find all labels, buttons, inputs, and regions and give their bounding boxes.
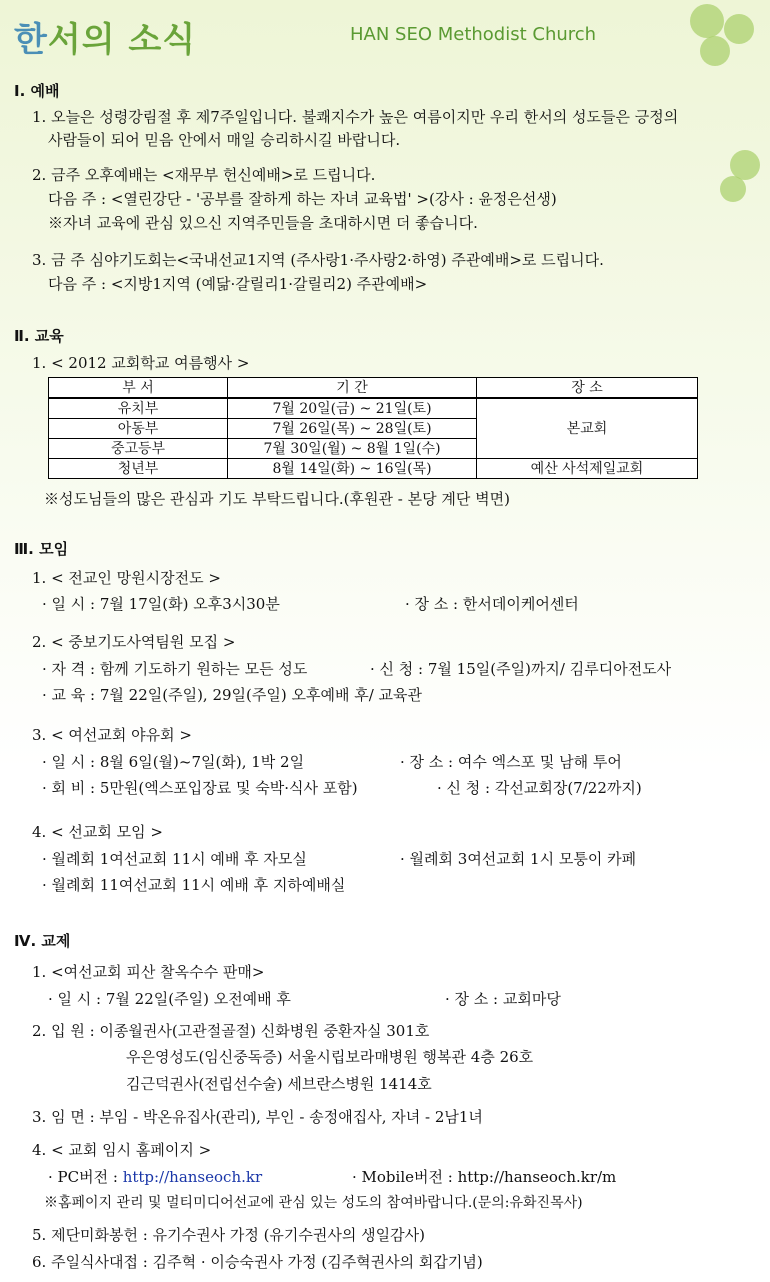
worship-line-1b: 사람들이 되어 믿음 안에서 매일 승리하시길 바랍니다.	[48, 131, 401, 149]
meeting-2-qualification: · 자 격 : 함께 기도하기 원하는 모든 성도	[42, 660, 308, 678]
section-title-education: Ⅱ. 교육	[14, 327, 64, 345]
homepage-note: ※홈페이지 관리 및 멀티미디어선교에 관심 있는 성도의 참여바랍니다.(문의:유화진목사)	[44, 1195, 583, 1211]
homepage-mobile: · Mobile버전 : http://hanseoch.kr/m	[352, 1168, 617, 1186]
fellowship-3: 3. 임 면 : 부임 - 박온유집사(관리), 부인 - 송정애집사, 자녀 - 2남1녀	[32, 1108, 483, 1126]
fellowship-5: 5. 제단미화봉헌 : 유기수권사 가정 (유기수권사의 생일감사)	[32, 1226, 425, 1244]
clover-decoration-icon	[700, 36, 730, 66]
title-han: 한	[14, 20, 48, 60]
worship-line-2c: ※자녀 교육에 관심 있으신 지역주민들을 초대하시면 더 좋습니다.	[48, 214, 478, 232]
meeting-1-title: 1. < 전교인 망원시장전도 >	[32, 569, 221, 587]
fellowship-1-place: · 장 소 : 교회마당	[445, 990, 561, 1008]
table-row	[49, 459, 698, 479]
table-cell-place: 예산 사석제일교회	[477, 459, 698, 479]
table-cell-place: 본교회	[477, 398, 698, 459]
table-cell-dept: 유치부	[49, 398, 228, 419]
fellowship-4-title: 4. < 교회 임시 홈페이지 >	[32, 1141, 212, 1159]
education-line-1: 1. < 2012 교회학교 여름행사 >	[32, 354, 250, 372]
fellowship-6: 6. 주일식사대접 : 김주혁 · 이승숙권사 가정 (김주혁권사의 회갑기념)	[32, 1253, 483, 1271]
table-row	[49, 398, 698, 419]
meeting-4-item-3: · 월례회 11여선교회 11시 예배 후 지하예배실	[42, 876, 346, 894]
table-cell-period: 7월 26일(목) ~ 28일(토)	[228, 419, 477, 439]
fellowship-1-time: · 일 시 : 7월 22일(주일) 오전예배 후	[48, 990, 291, 1008]
table-cell-period: 7월 30일(월) ~ 8월 1일(수)	[228, 439, 477, 459]
schedule-table	[48, 377, 698, 479]
worship-line-3a: 3. 금 주 심야기도회는<국내선교1지역 (주사랑1·주사랑2·하영) 주관예배>로 드립니다.	[32, 251, 604, 269]
fellowship-2-line-c: 김근덕권사(전립선수술) 세브란스병원 1414호	[126, 1075, 432, 1093]
homepage-pc-link[interactable]: http://hanseoch.kr	[122, 1168, 263, 1186]
church-name: HAN SEO Methodist Church	[350, 24, 597, 45]
fellowship-2-line-a: 2. 입 원 : 이종월권사(고관절골절) 신화병원 중환자실 301호	[32, 1022, 430, 1040]
homepage-pc	[48, 1166, 262, 1187]
table-header-period: 기 간	[228, 378, 477, 399]
table-header-place: 장 소	[477, 378, 698, 399]
worship-line-2a: 2. 금주 오후예배는 <재무부 헌신예배>로 드립니다.	[32, 166, 376, 184]
meeting-3-apply: · 신 청 : 각선교회장(7/22까지)	[437, 779, 642, 797]
meeting-3-time: · 일 시 : 8월 6일(월)~7일(화), 1박 2일	[42, 753, 305, 771]
meeting-1-time: · 일 시 : 7월 17일(화) 오후3시30분	[42, 595, 280, 613]
worship-line-2b: 다음 주 : <열린강단 - '공부를 잘하게 하는 자녀 교육법' >(강사 : 윤정은선생)	[48, 190, 557, 208]
fellowship-2-line-b: 우은영성도(임신중독증) 서울시립보라매병원 행복관 4층 26호	[126, 1048, 534, 1066]
title-rest: 서의 소식	[47, 20, 197, 60]
meeting-2-apply: · 신 청 : 7월 15일(주일)까지/ 김루디아전도사	[370, 660, 672, 678]
table-cell-dept: 아동부	[49, 419, 228, 439]
worship-line-3b: 다음 주 : <지방1지역 (예닮·갈릴리1·갈릴리2) 주관예배>	[48, 275, 428, 293]
section-title-meetings: Ⅲ. 모임	[14, 540, 69, 558]
meeting-3-place: · 장 소 : 여수 엑스포 및 남해 투어	[400, 753, 622, 771]
education-note: ※성도님들의 많은 관심과 기도 부탁드립니다.(후원관 - 본당 계단 벽면)	[44, 490, 510, 508]
clover-decoration-icon	[720, 176, 746, 202]
meeting-4-item-1: · 월례회 1여선교회 11시 예배 후 자모실	[42, 850, 307, 868]
clover-decoration-icon	[690, 4, 724, 38]
homepage-pc-label: · PC버전 :	[48, 1168, 123, 1186]
section-title-fellowship: Ⅳ. 교제	[14, 932, 71, 950]
page-title	[14, 12, 196, 61]
meeting-4-title: 4. < 선교회 모임 >	[32, 823, 163, 841]
table-header-row	[49, 378, 698, 399]
table-header-dept: 부 서	[49, 378, 228, 399]
table-cell-period: 8월 14일(화) ~ 16일(목)	[228, 459, 477, 479]
meeting-4-item-2: · 월례회 3여선교회 1시 모퉁이 카페	[400, 850, 637, 868]
clover-decoration-icon	[724, 14, 754, 44]
worship-line-1a: 1. 오늘은 성령강림절 후 제7주일입니다. 불쾌지수가 높은 여름이지만 우리 한서의 성도들은 긍정의	[32, 108, 679, 126]
meeting-1-place: · 장 소 : 한서데이케어센터	[405, 595, 579, 613]
meeting-3-title: 3. < 여선교회 야유회 >	[32, 726, 192, 744]
table-cell-dept: 중고등부	[49, 439, 228, 459]
fellowship-1-title: 1. <여선교회 피산 찰옥수수 판매>	[32, 963, 265, 981]
meeting-3-fee: · 회 비 : 5만원(엑스포입장료 및 숙박·식사 포함)	[42, 779, 358, 797]
meeting-2-title: 2. < 중보기도사역팀원 모집 >	[32, 633, 236, 651]
meeting-2-training: · 교 육 : 7월 22일(주일), 29일(주일) 오후예배 후/ 교육관	[42, 686, 423, 704]
table-cell-period: 7월 20일(금) ~ 21일(토)	[228, 398, 477, 419]
header	[0, 0, 770, 66]
table-cell-dept: 청년부	[49, 459, 228, 479]
section-title-worship: Ⅰ. 예배	[14, 82, 60, 100]
